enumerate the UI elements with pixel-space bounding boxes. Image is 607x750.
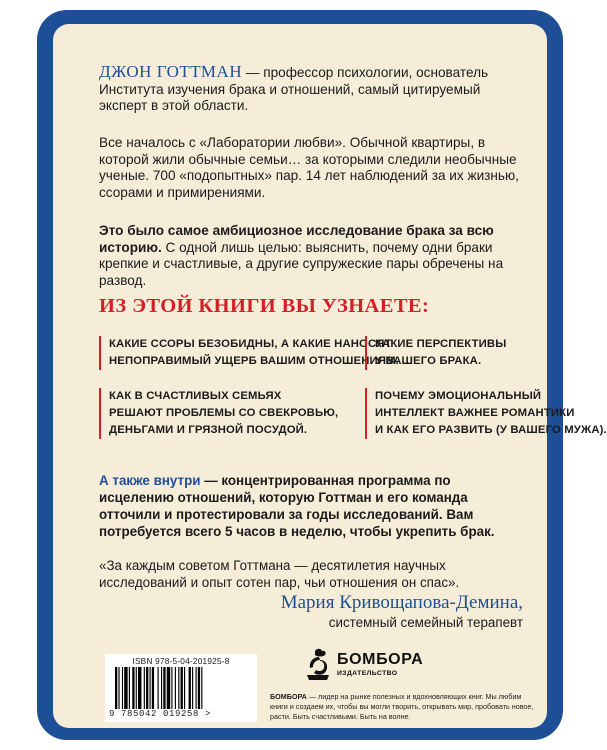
learn-item-line: КАКИЕ ССОРЫ БЕЗОБИДНЫ, А КАКИЕ НАНОСЯТ: [109, 338, 392, 350]
learn-item-line: И КАК ЕГО РАЗВИТЬ (У ВАШЕГО МУЖА).: [375, 424, 607, 436]
bombora-icon: [303, 647, 333, 683]
author-bio: — профессор психологии, основатель Института изучения брака и отношений, самый цитируемый эксперт в этой области.: [99, 65, 489, 113]
barcode-digits: 9 785042 019258 >: [109, 709, 212, 719]
learn-item: [99, 336, 399, 370]
learn-item: [365, 336, 506, 370]
learn-item: [99, 388, 338, 439]
author-name: ДЖОН ГОТТМАН: [99, 62, 243, 81]
inside-rest: — концентрированная программа по исцелению отношений, которую Готтман и его команда отточили и протестировали за годы исследований. Вам потребуется всего 5 часов в неделю, чтобы укрепить брак.: [99, 473, 495, 539]
content-panel: [53, 24, 607, 728]
learn-item-line: ПОЧЕМУ ЭМОЦИОНАЛЬНЫЙ: [375, 390, 542, 402]
testimonial-quote: «За каждым советом Готтмана — десятилетия научных исследований и опыт сотен пар, чьи отношения он спас».: [99, 558, 460, 590]
learn-item-line: КАКИЕ ПЕРСПЕКТИВЫ: [375, 338, 507, 350]
learn-item-line: РЕШАЮТ ПРОБЛЕМЫ СО СВЕКРОВЬЮ,: [109, 407, 339, 419]
publisher-blurb-text: — лидер на рынке полезных и вдохновляющих книг. Мы любим книги и создаем их, чтобы вы могли творить, открывать мир, пробовать новое, расти. Быть счастливыми. Быть на волне.: [270, 692, 534, 721]
story-paragraph: Все началось с «Лаборатории любви». Обычной квартиры, в которой жили обычные семьи… за которыми следили необычные ученые. 700 «подопытных» пар. 14 лет наблюдений за их жизнью, ссорами и примирениями.: [99, 135, 519, 200]
publisher-blurb-lead: БОМБОРА: [270, 692, 307, 701]
inside-paragraph: [99, 472, 524, 540]
learn-item-line: ДЕНЬГАМИ И ГРЯЗНОЙ ПОСУДОЙ.: [109, 424, 308, 436]
ambition-bold: Это было самое амбициозное исследование брака за всю историю.: [99, 223, 494, 255]
ambition-paragraph: [99, 223, 524, 289]
learn-item-line: ИНТЕЛЛЕКТ ВАЖНЕЕ РОМАНТИКИ: [375, 407, 575, 419]
publisher-logo: [303, 645, 423, 685]
publisher-subtitle: ИЗДАТЕЛЬСТВО: [337, 670, 398, 677]
book-back-cover: [37, 10, 607, 740]
quote-author-role: системный семейный терапевт: [328, 615, 523, 630]
inside-lead: А также внутри: [99, 473, 201, 488]
learn-title: ИЗ ЭТОЙ КНИГИ ВЫ УЗНАЕТЕ:: [99, 295, 430, 317]
ambition-rest: С одной лишь целью: выяснить, почему одни браки крепкие и счастливые, а другие супружеские пары обречены на развод.: [99, 239, 504, 288]
barcode-bars: [115, 667, 247, 709]
learn-item-line: КАК В СЧАСТЛИВЫХ СЕМЬЯХ: [109, 390, 282, 402]
publisher-name: БОМБОРА: [337, 651, 424, 668]
intro-paragraph: [99, 64, 524, 115]
publisher-blurb: [270, 692, 540, 722]
quote-author-name: Мария Кривощапова-Демина,: [280, 592, 523, 613]
learn-item-line: У ВАШЕГО БРАКА.: [375, 355, 482, 367]
learn-item-line: НЕПОПРАВИМЫЙ УЩЕРБ ВАШИМ ОТНОШЕНИЯМ.: [109, 355, 399, 367]
isbn-number: ISBN 978-5-04-201925-8: [132, 656, 230, 666]
quote-attribution: [173, 592, 523, 631]
barcode: [105, 654, 257, 722]
learn-item: [365, 388, 607, 439]
